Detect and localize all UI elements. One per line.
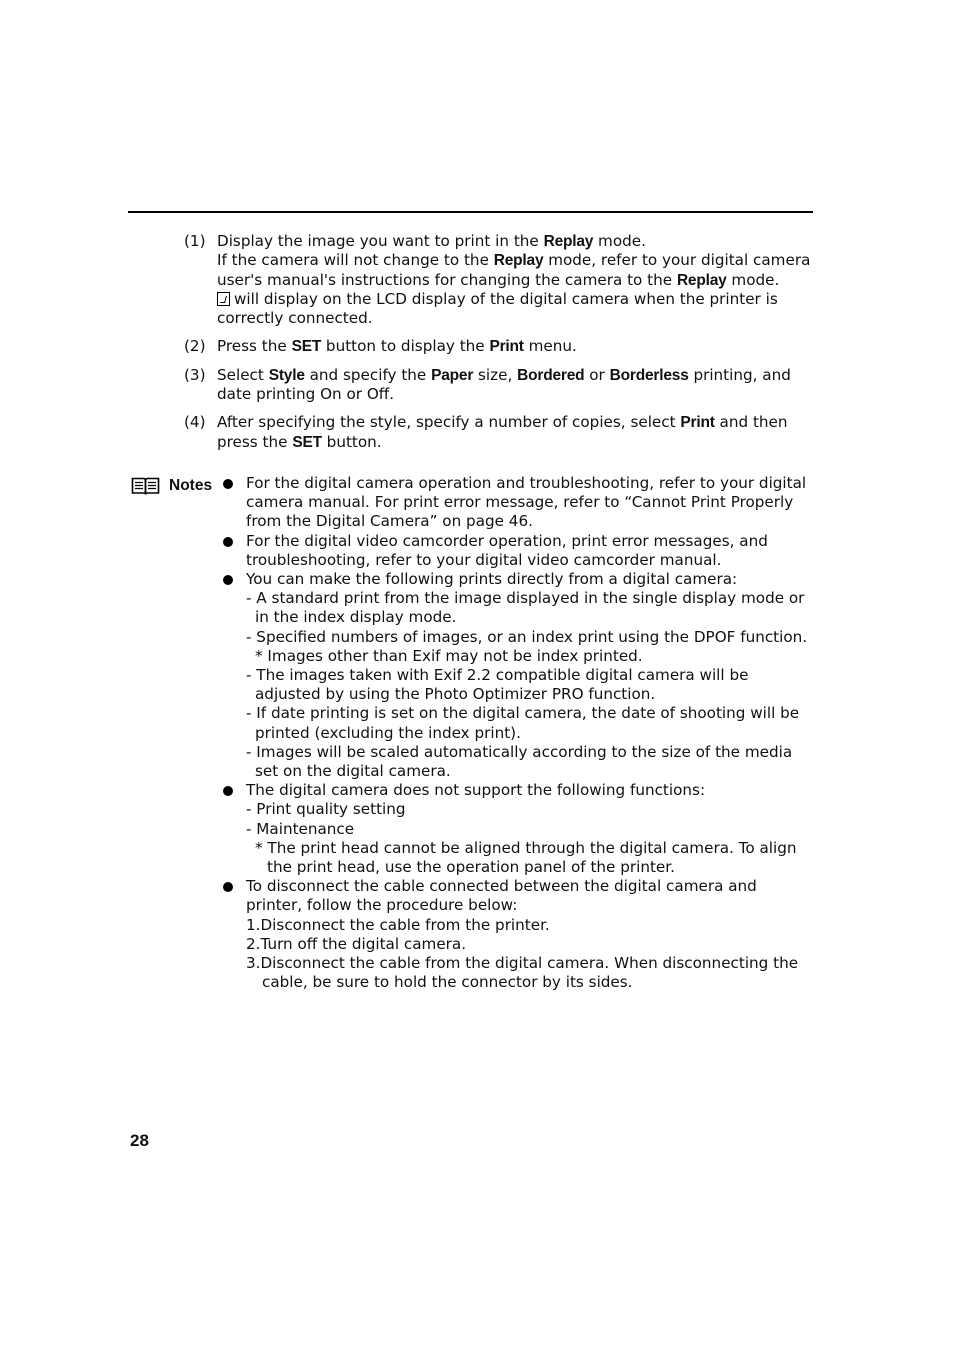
step-text <box>217 232 816 328</box>
keyword-borderless: Borderless <box>609 366 689 384</box>
note-text: You can make the following prints directly from a digital camera: <box>246 570 738 589</box>
page-number: 28 <box>130 1131 149 1150</box>
bullet-icon <box>223 479 233 489</box>
note-item <box>222 474 816 532</box>
notes-heading <box>131 476 212 496</box>
text: menu. <box>523 337 577 356</box>
note-text: The digital camera does not support the following functions: <box>246 781 706 800</box>
note-subitem: - Images will be scaled automatically according to the size of the media set on the digital camera. <box>246 742 793 781</box>
note-subitem: - The images taken with Exif 2.2 compatible digital camera will be adjusted by using the Photo Optimizer PRO function. <box>246 666 749 704</box>
procedure-step: 3.Disconnect the cable from the digital camera. When disconnecting the cable, be sure to hold the connector by its sides. <box>246 954 799 992</box>
note-subitem: - Maintenance <box>246 819 355 838</box>
keyword-print: Print <box>489 338 524 356</box>
text: mode. <box>726 270 780 289</box>
book-icon <box>131 476 160 496</box>
keyword-replay: Replay <box>676 271 727 289</box>
text: mode. <box>593 232 646 250</box>
notes-label: Notes <box>169 477 213 494</box>
text: Select <box>217 365 269 384</box>
keyword-replay: Replay <box>493 252 544 270</box>
note-subitem: - A standard print from the image displayed in the single display mode or in the index display mode. <box>246 589 805 627</box>
step-number: (1) <box>184 232 206 250</box>
keyword-paper: Paper <box>431 366 474 384</box>
note-footnote: * Images other than Exif may not be index printed. <box>255 646 643 665</box>
text: and specify the <box>304 365 432 384</box>
note-subitem: - Specified numbers of images, or an index print using the DPOF function. <box>246 627 808 646</box>
note-text: To disconnect the cable connected between the digital camera and printer, follow the procedure below: <box>246 877 757 915</box>
text: Display the image you want to print in the <box>217 232 544 250</box>
note-subitem: - Print quality setting <box>246 800 406 819</box>
text: mode, refer to your digital camera user's manual's instructions for changing the camera to the <box>217 251 811 289</box>
step-number: (4) <box>184 413 206 432</box>
step-number: (2) <box>184 337 206 356</box>
step-4 <box>184 413 816 452</box>
keyword-print: Print <box>680 414 715 432</box>
step-1 <box>184 232 816 328</box>
step-text <box>217 337 816 356</box>
note-footnote: * The print head cannot be aligned through the digital camera. To align the print head, use the operation panel of the printer. <box>255 838 797 877</box>
step-text <box>217 413 816 452</box>
note-item <box>222 570 816 781</box>
keyword-replay: Replay <box>543 233 594 250</box>
text: button. <box>321 432 382 451</box>
text: will display on the LCD display of the digital camera when the printer is correctly connected. <box>217 289 778 328</box>
pictbridge-connection-icon <box>217 292 230 306</box>
header-rule <box>128 211 813 213</box>
step-2 <box>184 337 816 356</box>
step-3 <box>184 366 816 405</box>
keyword-bordered: Bordered <box>517 366 585 384</box>
note-subitem: - If date printing is set on the digital camera, the date of shooting will be printed (excluding the index print). <box>246 704 800 742</box>
note-text: For the digital video camcorder operation, print error messages, and troubleshooting, refer to your digital video camcorder manual. <box>246 531 768 569</box>
text: printing, and date printing On or Off. <box>217 365 791 404</box>
note-item <box>222 532 816 570</box>
step-text <box>217 366 816 405</box>
text: button to display the <box>321 337 490 356</box>
step-number: (3) <box>184 365 206 384</box>
keyword-set: SET <box>291 338 322 356</box>
note-text: For the digital camera operation and troubleshooting, refer to your digital camera manual. For print error message, refer to “Cannot Print Properly from the Digital Camera” on page 46. <box>246 474 807 531</box>
bullet-icon <box>223 786 233 796</box>
text: After specifying the style, specify a number of copies, select <box>217 413 681 432</box>
text: If the camera will not change to the <box>217 251 494 270</box>
notes-list <box>222 474 816 992</box>
text: or <box>584 365 610 384</box>
bullet-icon <box>223 882 233 892</box>
procedure-step: 2.Turn off the digital camera. <box>246 934 467 953</box>
keyword-style: Style <box>268 366 305 384</box>
procedure-steps <box>184 232 816 461</box>
bullet-icon <box>223 575 233 585</box>
note-item <box>222 781 816 877</box>
note-item <box>222 877 816 992</box>
keyword-set: SET <box>292 433 322 451</box>
text: size, <box>473 365 518 384</box>
text: Press the <box>217 337 292 356</box>
bullet-icon <box>223 537 233 547</box>
text: and then press the <box>217 413 788 451</box>
procedure-step: 1.Disconnect the cable from the printer. <box>246 915 550 934</box>
